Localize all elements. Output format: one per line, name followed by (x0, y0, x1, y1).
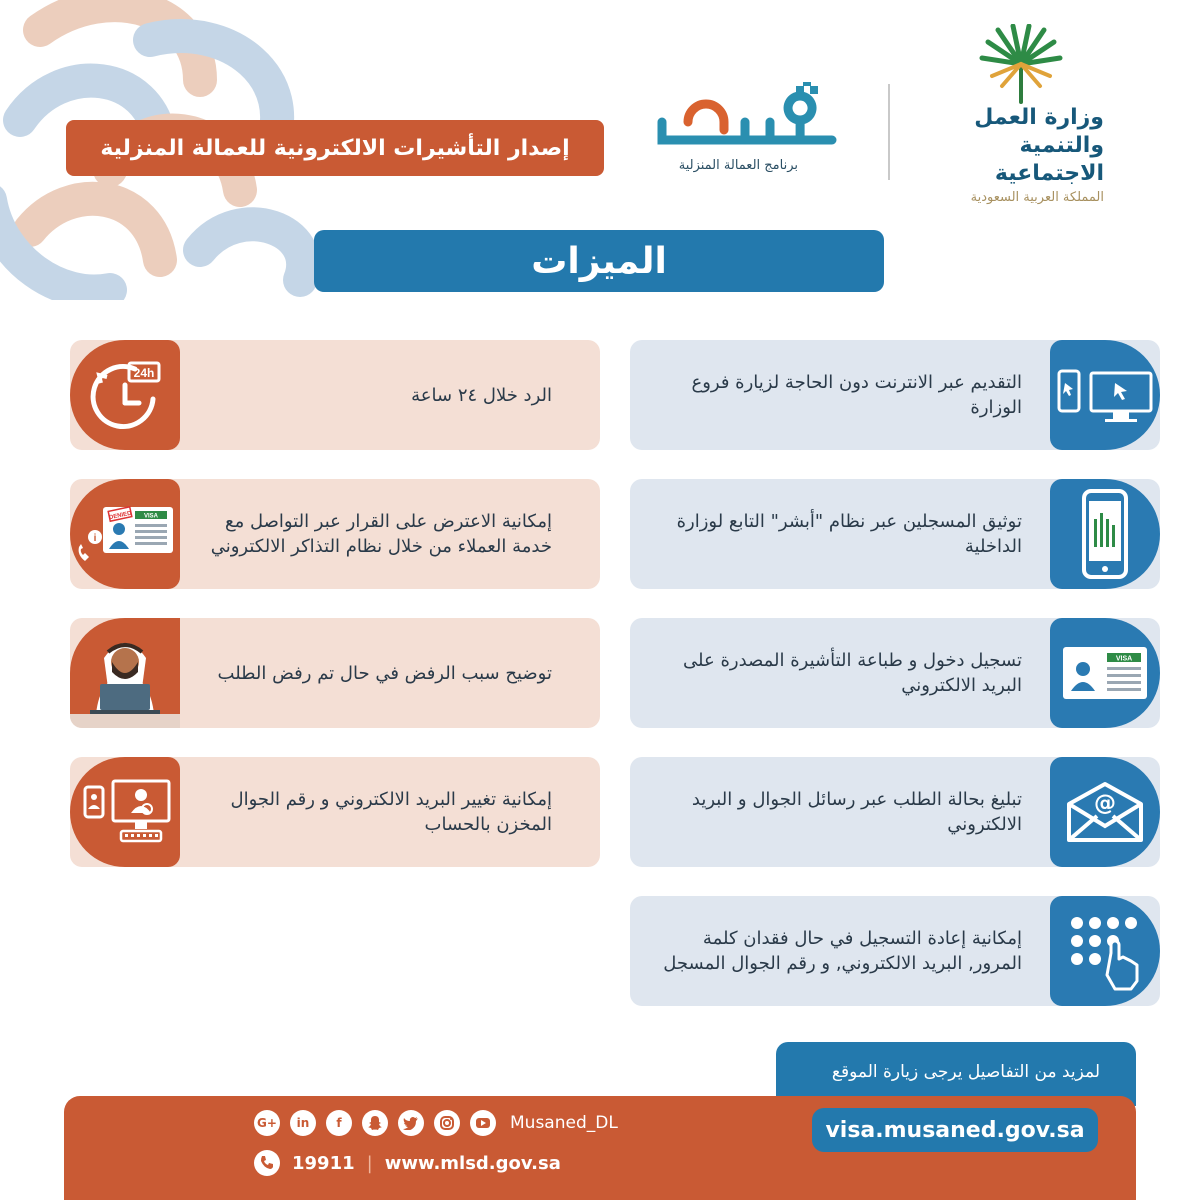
header-divider (888, 84, 890, 180)
feature-card-24h-reply (70, 340, 600, 450)
email-envelope-icon (1050, 757, 1160, 867)
feature-text: تسجيل دخول و طباعة التأشيرة المصدرة على البريد الالكتروني (683, 650, 1022, 696)
musaned-subtitle: برنامج العمالة المنزلية (678, 158, 798, 173)
clock-24h-icon (70, 340, 180, 450)
visa-site-link[interactable]: visa.musaned.gov.sa (812, 1108, 1098, 1152)
ministry-name-line2: والتنمية الاجتماعية (994, 133, 1104, 186)
feature-card-login-print (630, 618, 1160, 728)
more-details-tab: لمزيد من التفاصيل يرجى زيارة الموقع (776, 1042, 1136, 1106)
social-links (254, 1110, 618, 1136)
ministry-website[interactable]: www.mlsd.gov.sa (384, 1152, 561, 1174)
agent-laptop-icon (70, 618, 180, 728)
musaned-wordmark (650, 82, 840, 152)
visa-card-label: VISA (143, 513, 159, 520)
denied-visa-icon (70, 479, 180, 589)
feature-card-rejection-reason (70, 618, 600, 728)
feature-text: الرد خلال ٢٤ ساعة (411, 384, 552, 406)
social-handle: Musaned_DL (510, 1113, 618, 1133)
feature-card-reregister (630, 896, 1160, 1006)
hotline-number: 19911 (292, 1152, 355, 1174)
palm-emblem-icon (978, 24, 1064, 104)
svg-text:i: i (93, 533, 97, 544)
feature-text: التقديم عبر الانترنت دون الحاجة لزيارة فروع الوزارة (691, 372, 1022, 418)
visa-card-icon (1050, 618, 1160, 728)
feature-text: إمكانية تغيير البريد الالكتروني و رقم الجوال المخزن بالحساب (230, 789, 552, 835)
profile-monitor-icon (70, 757, 180, 867)
feature-card-online-apply (630, 340, 1160, 450)
facebook-icon[interactable]: f (326, 1110, 352, 1136)
feature-card-change-contact (70, 757, 600, 867)
computer-mobile-icon (1050, 340, 1160, 450)
visa-issuance-banner: إصدار التأشيرات الالكترونية للعمالة المنزلية (66, 120, 604, 176)
ministry-country: المملكة العربية السعودية (970, 190, 1104, 205)
musaned-logo (650, 82, 840, 182)
svg-text:@: @ (1094, 791, 1116, 816)
instagram-icon[interactable] (434, 1110, 460, 1136)
visa-card-label: VISA (1115, 655, 1133, 663)
google-plus-icon[interactable]: G+ (254, 1110, 280, 1136)
features-title: الميزات (314, 230, 884, 292)
youtube-icon[interactable] (470, 1110, 496, 1136)
snapchat-icon[interactable] (362, 1110, 388, 1136)
contact-row (254, 1150, 561, 1176)
twitter-icon[interactable] (398, 1110, 424, 1136)
keypad-hand-icon (1050, 896, 1160, 1006)
feature-text: توضيح سبب الرفض في حال تم رفض الطلب (217, 662, 552, 684)
phone-icon (254, 1150, 280, 1176)
feature-text: إمكانية إعادة التسجيل في حال فقدان كلمة المرور, البريد الالكتروني, و رقم الجوال المسجل (663, 928, 1022, 974)
smartphone-absher-icon (1050, 479, 1160, 589)
feature-text: توثيق المسجلين عبر نظام "أبشر" التابع لوزارة الداخلية (676, 511, 1022, 557)
ministry-name-line1: وزارة العمل (974, 105, 1104, 130)
linkedin-icon[interactable]: in (290, 1110, 316, 1136)
feature-text: تبليغ بحالة الطلب عبر رسائل الجوال و البريد الالكتروني (691, 789, 1022, 835)
clock-24h-label: 24h (133, 366, 155, 380)
feature-text: إمكانية الاعترض على القرار عبر التواصل مع خدمة العملاء من خلال نظام التذاكر الالكتروني (210, 511, 552, 557)
feature-card-appeal (70, 479, 600, 589)
ministry-logo (904, 24, 1104, 205)
feature-card-absher (630, 479, 1160, 589)
denied-stamp: DENIED (108, 510, 133, 522)
footer-separator: | (366, 1152, 373, 1174)
feature-card-notifications (630, 757, 1160, 867)
